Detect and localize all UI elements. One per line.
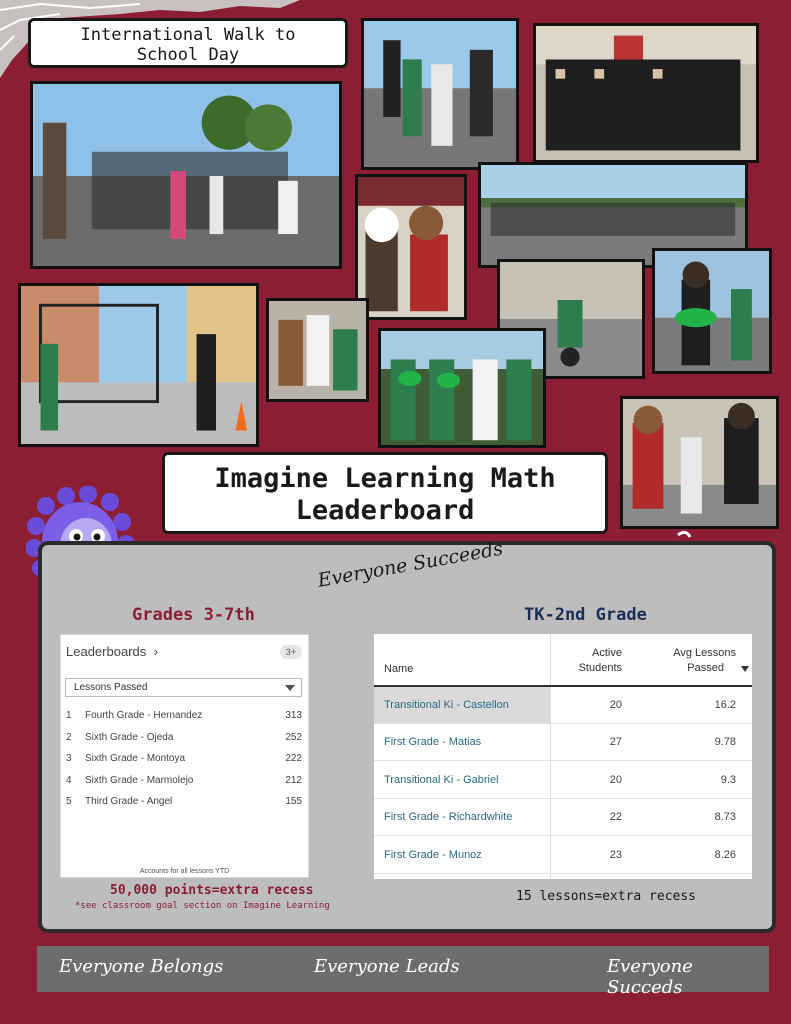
leaderboard-row xyxy=(66,732,302,746)
row-rank: 1 xyxy=(66,710,72,721)
leaderboards-label: Leaderboards xyxy=(66,644,147,659)
cell-name[interactable]: First Grade - Matias xyxy=(384,736,482,748)
tk-2-heading: TK-2nd Grade xyxy=(524,605,647,625)
table-header xyxy=(374,634,752,687)
grades-3-7-heading: Grades 3-7th xyxy=(132,605,255,625)
tagline-everyone-succeeds: Everyone Succeeds xyxy=(316,537,505,592)
walk-to-school-title xyxy=(28,18,348,68)
leaderboard-row xyxy=(66,796,302,810)
cell-active: 22 xyxy=(609,811,622,823)
cell-active: 23 xyxy=(609,849,622,861)
row-points: 222 xyxy=(285,753,302,764)
row-name: Sixth Grade - Marmolejo xyxy=(85,775,194,786)
table-row[interactable] xyxy=(374,687,752,724)
leaderboard-row xyxy=(66,710,302,724)
photo-school-gate xyxy=(18,283,259,447)
cell-avg: 9.78 xyxy=(714,736,736,748)
tk-2-table xyxy=(374,634,752,879)
leaderboard-title xyxy=(162,452,608,534)
leaderboards-link[interactable] xyxy=(66,644,158,659)
metric-select[interactable] xyxy=(65,678,302,697)
caret-down-icon xyxy=(285,685,295,691)
cell-name[interactable]: Transitional Ki - Castellon xyxy=(384,699,509,711)
leaderboard-footnote: Accounts for all lessons YTD xyxy=(139,868,230,875)
footer-succeeds: Everyone Succeds xyxy=(607,956,693,998)
cell-active: 27 xyxy=(609,736,622,748)
leaderboard-title-line-1: Imagine Learning Math xyxy=(214,463,556,494)
photo-mascots xyxy=(355,174,467,320)
photo-marching-band xyxy=(533,23,759,163)
photo-cheerleaders xyxy=(378,328,546,448)
header-avg-lessons[interactable] xyxy=(636,646,736,676)
footer-belongs: Everyone Belongs xyxy=(59,956,224,977)
cell-avg: 8.26 xyxy=(714,849,736,861)
leaderboard-title-line-2: Leaderboard xyxy=(295,495,475,526)
table-row[interactable] xyxy=(374,762,752,799)
chevron-right-icon: › xyxy=(153,644,159,659)
row-points: 252 xyxy=(285,732,302,743)
photo-group-mascots xyxy=(266,298,369,402)
table-row[interactable] xyxy=(374,837,752,874)
row-rank: 5 xyxy=(66,796,72,807)
cell-name[interactable]: First Grade - Munoz xyxy=(384,849,482,861)
grade-badge: 3+ xyxy=(280,645,302,659)
sort-desc-icon[interactable] xyxy=(741,666,749,672)
header-name[interactable]: Name xyxy=(384,663,414,675)
header-avg-line2: Passed xyxy=(687,662,724,674)
row-points: 313 xyxy=(285,710,302,721)
cell-active: 20 xyxy=(609,774,622,786)
cell-avg: 8.73 xyxy=(714,811,736,823)
cell-active: 20 xyxy=(609,699,622,711)
cell-avg: 9.3 xyxy=(720,774,736,786)
row-name: Sixth Grade - Ojeda xyxy=(85,732,174,743)
header-active-line1: Active xyxy=(592,647,622,659)
row-points: 212 xyxy=(285,775,302,786)
cell-avg: 16.2 xyxy=(714,699,736,711)
table-row[interactable] xyxy=(374,799,752,836)
header-active-line2: Students xyxy=(578,662,622,674)
leaderboard-card xyxy=(60,634,309,878)
tk-2-goal: 15 lessons=extra recess xyxy=(516,889,697,904)
grades-3-7-goal-note: *see classroom goal section on Imagine Learning xyxy=(75,901,330,911)
cell-name[interactable]: Transitional Ki - Gabriel xyxy=(384,774,499,786)
row-rank: 2 xyxy=(66,732,72,743)
photo-walking-crowd xyxy=(30,81,342,269)
title-line-1: International Walk to xyxy=(80,25,296,45)
row-rank: 3 xyxy=(66,753,72,764)
row-rank: 4 xyxy=(66,775,72,786)
photo-students-walking xyxy=(361,18,519,170)
table-row[interactable] xyxy=(374,724,752,761)
cell-name[interactable]: First Grade - Richardwhite xyxy=(384,811,513,823)
row-points: 155 xyxy=(285,796,302,807)
leaderboard-row xyxy=(66,753,302,767)
footer-leads: Everyone Leads xyxy=(314,956,460,977)
row-name: Third Grade - Angel xyxy=(85,796,173,807)
row-name: Fourth Grade - Hernandez xyxy=(85,710,203,721)
metric-select-value: Lessons Passed xyxy=(74,682,148,693)
row-name: Sixth Grade - Montoya xyxy=(85,753,186,764)
values-footer xyxy=(37,946,769,998)
title-line-2: School Day xyxy=(136,45,240,65)
header-active-students[interactable] xyxy=(550,646,622,676)
photo-mascots-students xyxy=(620,396,779,529)
grades-3-7-goal: 50,000 points=extra recess xyxy=(110,883,314,898)
header-avg-line1: Avg Lessons xyxy=(673,647,736,659)
leaderboard-row xyxy=(66,775,302,789)
photo-mascot-cheer xyxy=(652,248,772,374)
